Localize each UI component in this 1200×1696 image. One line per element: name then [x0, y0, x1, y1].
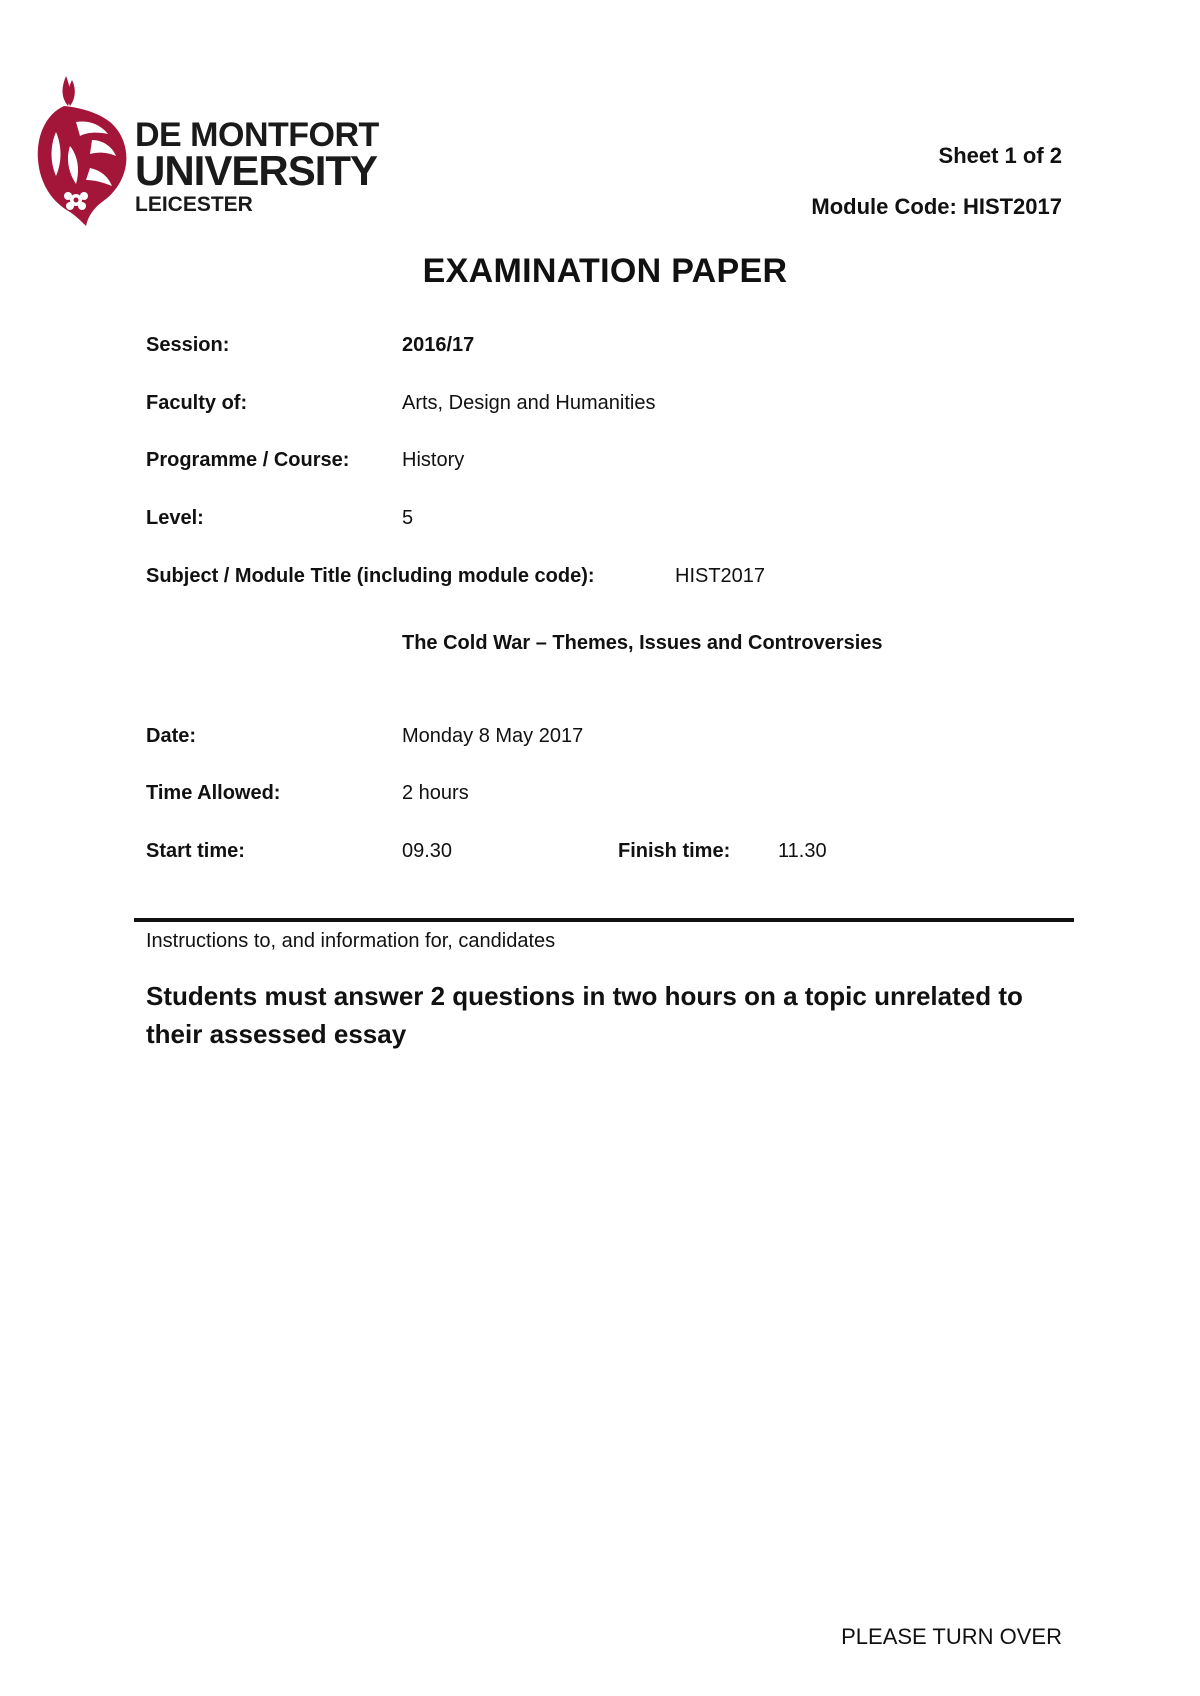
date-value: Monday 8 May 2017	[402, 725, 584, 747]
section-divider	[134, 918, 1074, 922]
faculty-value: Arts, Design and Humanities	[402, 392, 656, 414]
date-label: Date:	[146, 725, 197, 747]
start-time-label: Start time:	[146, 840, 245, 862]
session-label: Session:	[146, 334, 230, 356]
time-allowed-value: 2 hours	[402, 782, 469, 804]
university-name-line2: UNIVERSITY	[135, 147, 378, 194]
university-city: LEICESTER	[135, 193, 253, 216]
start-time-value: 09.30	[402, 840, 453, 862]
level-label: Level:	[146, 507, 204, 529]
session-value: 2016/17	[402, 334, 475, 356]
finish-time-value: 11.30	[778, 840, 827, 862]
programme-value: History	[402, 449, 465, 471]
please-turn-over: PLEASE TURN OVER	[841, 1624, 1062, 1649]
module-code: Module Code: HIST2017	[811, 194, 1062, 219]
page-title: EXAMINATION PAPER	[422, 252, 788, 290]
university-logo-text	[135, 118, 379, 215]
faculty-label: Faculty of:	[146, 392, 248, 414]
programme-label: Programme / Course:	[146, 449, 350, 471]
instructions-heading: Instructions to, and information for, candidates	[146, 930, 556, 952]
finish-time-label: Finish time:	[618, 840, 731, 862]
level-value: 5	[402, 507, 414, 529]
university-lion-emblem-icon	[36, 76, 132, 226]
sheet-number: Sheet 1 of 2	[938, 143, 1062, 168]
subject-code: HIST2017	[675, 565, 766, 587]
subject-label: Subject / Module Title (including module code):	[146, 565, 595, 587]
university-name-line1: DE MONTFORT	[135, 116, 379, 154]
instructions-body: Students must answer 2 questions in two hours on a topic unrelated to their assessed essay	[146, 981, 1023, 1049]
module-title: The Cold War – Themes, Issues and Controversies	[402, 632, 883, 654]
time-allowed-label: Time Allowed:	[146, 782, 281, 804]
